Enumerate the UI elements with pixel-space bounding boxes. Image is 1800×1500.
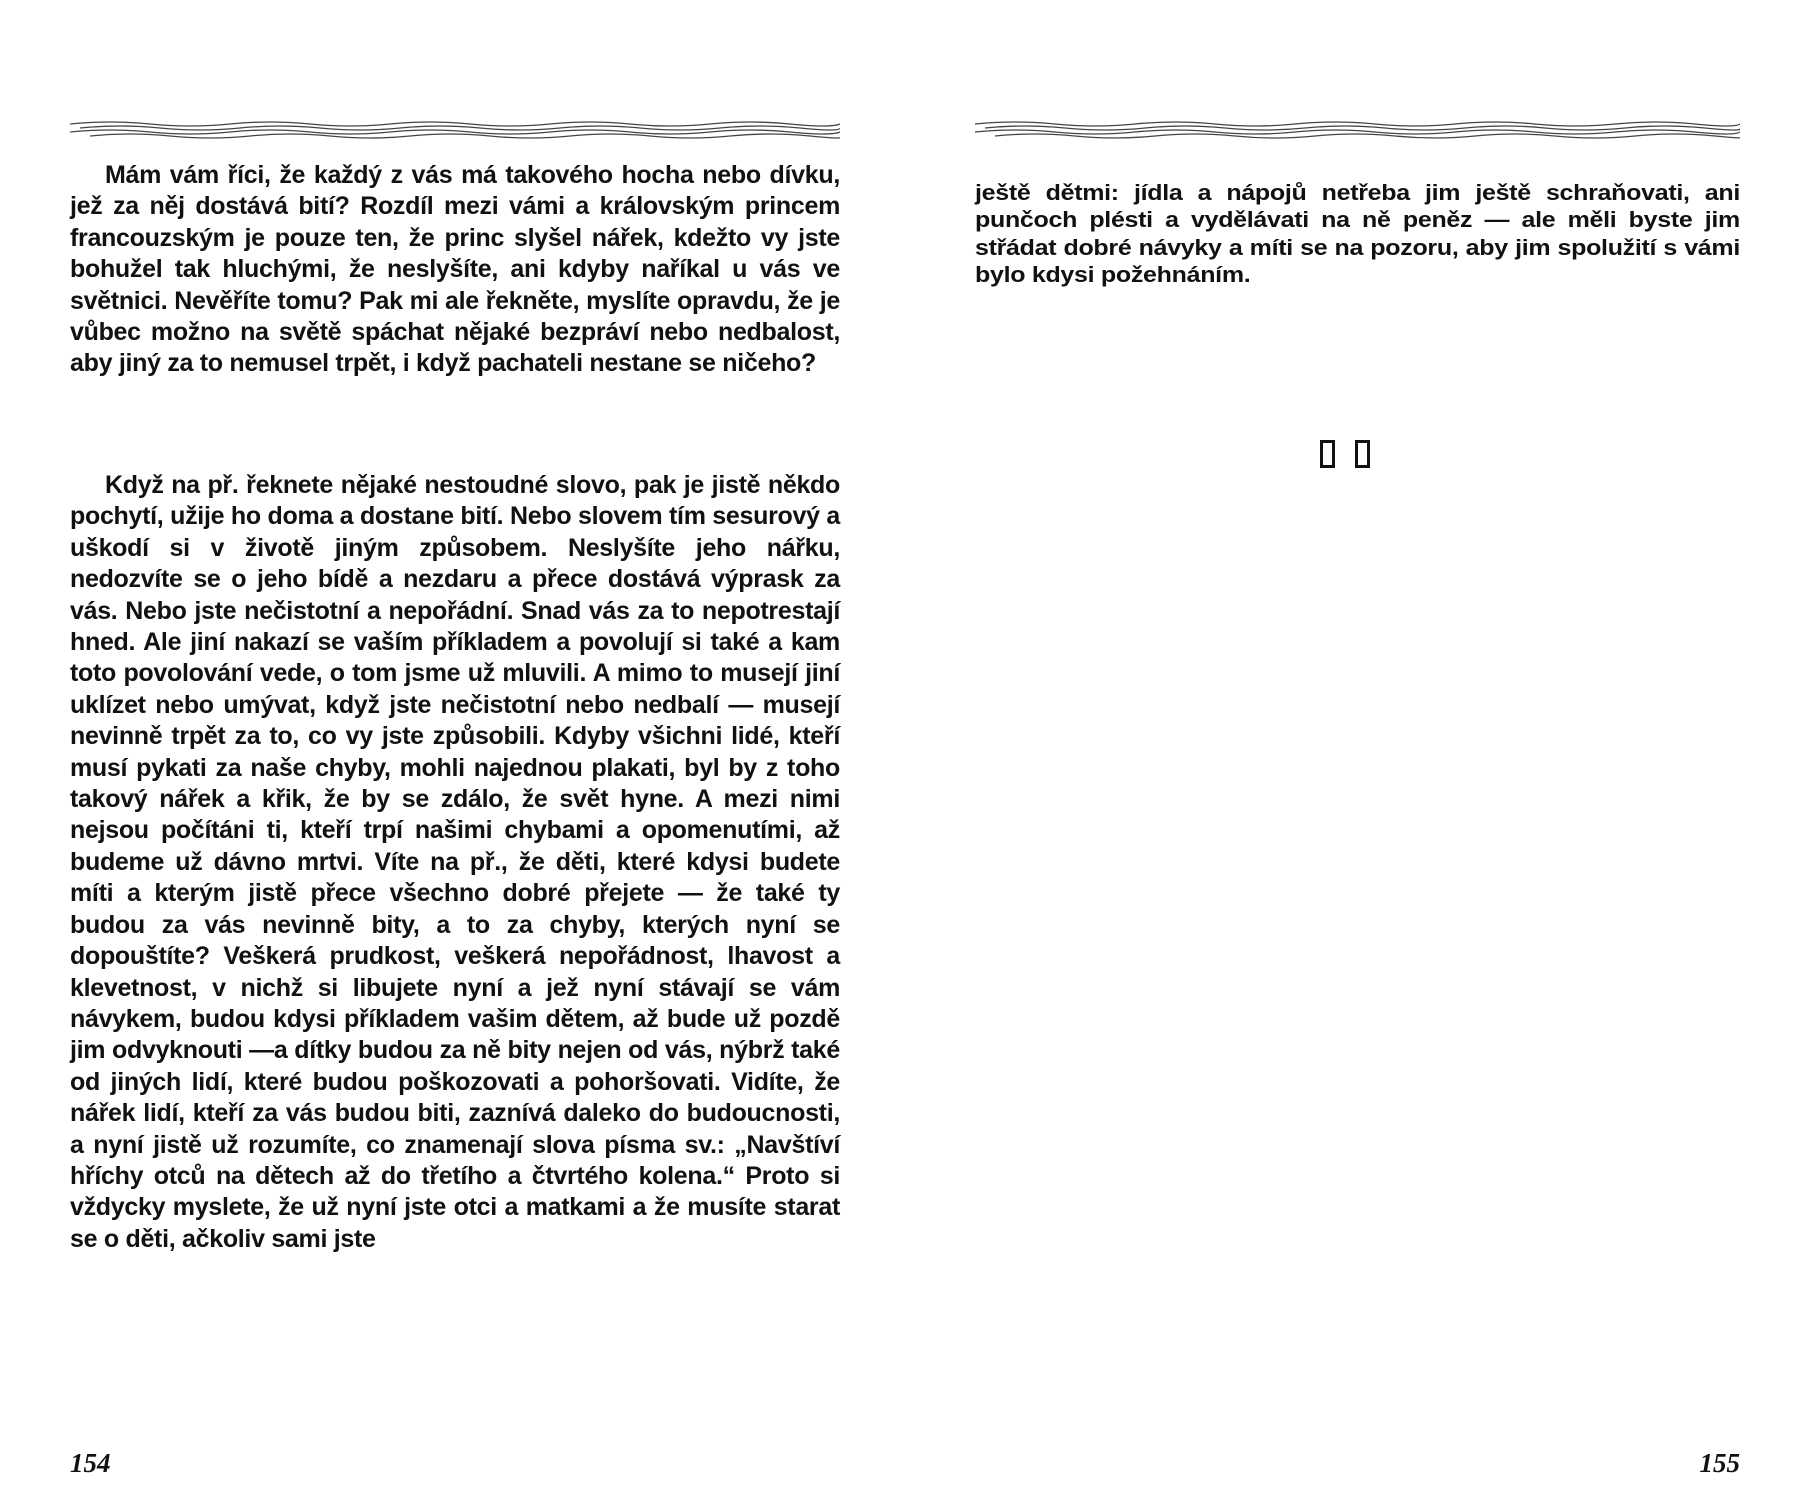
end-ornament-box-icon — [1355, 440, 1370, 468]
left-paragraph-1-text: Mám vám říci, že každý z vás má takového hocha nebo dívku, jež za něj dostává bití? Rozdíl mezi vámi a královským princem francouzským je pouze ten, že princ slyšel nářek, kdežto vy jste bohužel tak hluchými, že neslyšíte, ani kdyby naříkal u vás ve světnici. Nevěříte tomu? Pak mi ale řekněte, myslíte opravdu, že je vůbec možno na světě spáchat nějaké bezpráví nebo nedbalost, aby jiný za to nemusel trpět, i když pachateli nestane se ničeho? — [70, 161, 840, 378]
header-ornament-rule — [70, 118, 840, 140]
right-page — [975, 0, 1740, 1500]
left-paragraph-2-text: Když na př. řeknete nějaké nestoudné slovo, pak je jistě někdo pochytí, užije ho doma a dostane bití. Nebo slovem tím sesurový a uškodí si v životě jiným způsobem. Neslyšíte jeho nářku, nedozvíte se o jeho bídě a nezdaru a přece dostává výprask za vás. Nebo jste nečistotní a nepořádní. Snad vás za to nepotrestají hned. Ale jiní nakazí se vaším příkladem a povolují si také a kam toto povolování vede, o tom jsme už mluvili. A mimo to musejí jiní uklízet nebo umývat, když jste nečistotní nebo nedbalí — musejí nevinně trpět za to, co vy jste způsobili. Kdyby všichni lidé, kteří musí pykati za naše chyby, mohli najednou plakati, byl by z toho takový nářek a křik, že by se zdálo, že svět hyne. A mezi nimi nejsou počítáni ti, kteří trpí našimi chybami a opomenutími, až budeme už dávno mrtvi. Víte na př., že děti, které kdysi budete míti a kterým jistě přece všechno dobré přejete — že také ty budou za vás nevinně bity, a to za chyby, kterých nyní se dopouštíte? Veškerá prudkost, veškerá nepořádnost, lhavost a klevetnost, v nichž si libujete nyní a jež nyní stávají se vám návykem, budou kdysi příkladem vašim dětem, až bude už pozdě jim odvyknouti —a dítky budou za ně bity nejen od vás, nýbrž také od jiných lidí, které budou poškozovati a pohoršovati. Vidíte, že nářek lidí, kteří za vás budou biti, zaznívá daleko do budoucnosti, a nyní jistě už rozumíte, co znamenají slova písma sv.: „Navštíví hříchy otců na dětech až do třetího a čtvrtého kolena.“ Proto si vždycky myslete, že už nyní jste otci a matkami a že musíte starat se o děti, ačkoliv sami jste — [70, 471, 840, 1253]
left-paragraph-1 — [70, 160, 840, 380]
page-number-right: 155 — [1699, 1448, 1740, 1478]
right-paragraph-1-text: ještě dětmi: jídla a nápojů netřeba jim ještě schraňovati, ani punčoch plésti a vydělávati na ně peněz — ale měli byste jim střádat dobré návyky a míti se na pozoru, aby jim spolužití s vámi bylo kdysi požehnáním. — [975, 180, 1740, 288]
left-paragraph-2 — [70, 470, 840, 1255]
page-number-left: 154 — [70, 1448, 111, 1478]
right-paragraph-1 — [975, 180, 1740, 290]
end-ornament — [1320, 440, 1370, 468]
header-ornament-rule — [975, 118, 1740, 140]
end-ornament-box-icon — [1320, 440, 1335, 468]
left-page — [70, 0, 840, 1500]
